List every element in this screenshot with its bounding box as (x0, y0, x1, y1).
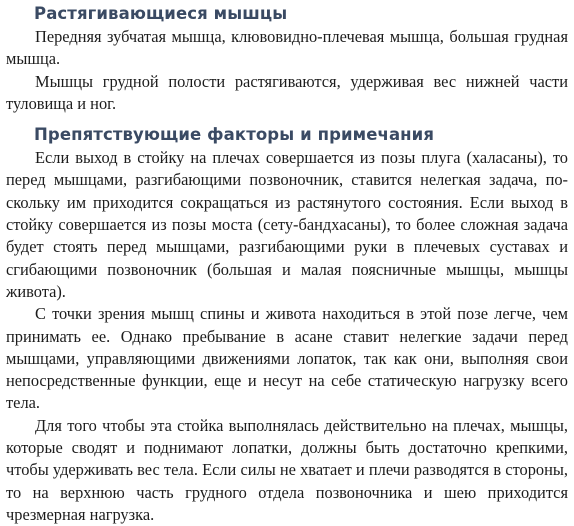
section-obstacles-and-notes (6, 124, 568, 526)
section-heading-stretching-muscles: Растягивающиеся мышцы (34, 4, 288, 23)
section-heading-obstacles-and-notes: Препятствующие факторы и примечания (34, 125, 435, 145)
paragraph: Если выход в стойку на плечах совершается из позы плуга (халасаны), то перед мышцами, разгибающими позвоночник, ставится нелегкая задача, поскольку им приходится сокращаться из растянутого состояния. Если выход в стойку совершается из позы моста (сету-бандхасаны), то более сложная задача будет стоять перед мышцами, разгибающими руки в плечевых суставах и сгибающими позвоночник (большая и малая поясничные мышцы, мышцы живота). (6, 148, 568, 301)
paragraph: Передняя зубчатая мышца, клювовидно-плечевая мышца, большая грудная мышца. (6, 27, 568, 69)
paragraph: С точки зрения мышц спины и живота находиться в этой позе легче, чем принимать ее. Однако пребывание в асане ставит нелегкие задачи перед мышцами, управляющими движениями лопаток, так как они, выполняя свои непосредственные функции, еще и несут на себе статическую нагрузку всего тела. (6, 304, 568, 413)
paragraph: Для того чтобы эта стойка выполнялась действительно на плечах, мышцы, которые сводят и поднимают лопатки, должны быть достаточно крепкими, чтобы удерживать вес тела. Если силы не хватает и плечи разводятся в стороны, то на верхнюю часть грудного отдела позвоночника и шею приходится чрезмерная нагрузка. (6, 415, 568, 524)
paragraph: Мышцы грудной полости растягиваются, удерживая вес нижней части туловища и ног. (6, 71, 568, 113)
section-stretching-muscles (6, 3, 568, 115)
